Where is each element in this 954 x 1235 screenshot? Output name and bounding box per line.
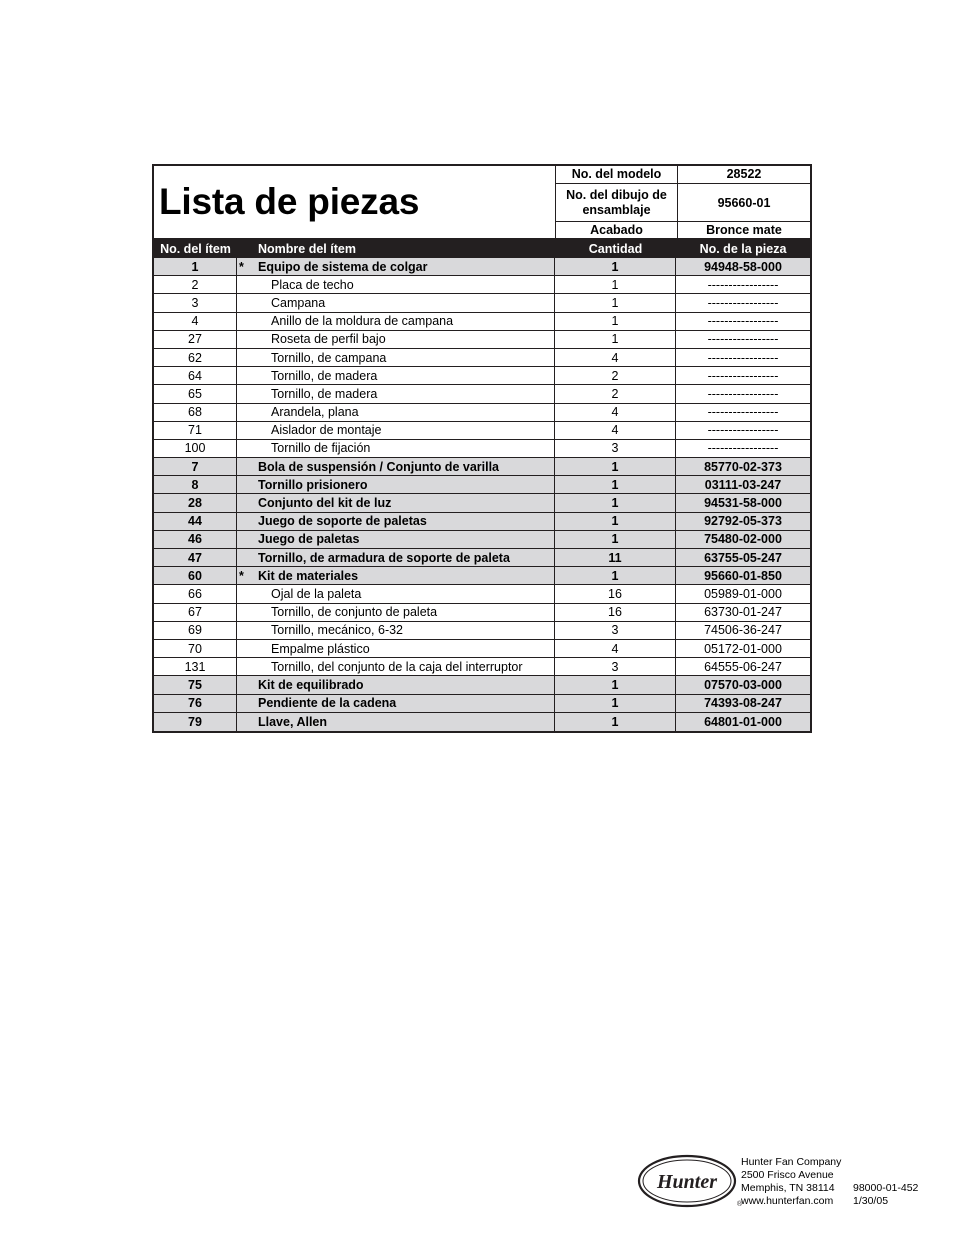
item-marker: * <box>239 259 244 274</box>
item-quantity: 1 <box>555 513 676 530</box>
table-row <box>154 676 810 694</box>
item-name: Arandela, plana <box>255 404 555 421</box>
model-number-label: No. del modelo <box>556 166 678 183</box>
item-quantity: 2 <box>555 385 676 402</box>
item-part-number: 64801-01-000 <box>704 714 782 729</box>
item-number: 44 <box>154 513 237 530</box>
item-quantity: 1 <box>555 567 676 584</box>
item-marker <box>237 294 255 311</box>
item-quantity: 1 <box>555 458 676 475</box>
item-number: 70 <box>154 640 237 657</box>
item-quantity: 1 <box>555 313 676 330</box>
item-part-number: ----------------- <box>707 441 779 456</box>
item-number: 1 <box>154 258 237 275</box>
item-number: 60 <box>154 567 237 584</box>
item-part-number: 95660-01-850 <box>704 568 782 583</box>
drawing-number-value: 95660-01 <box>717 195 771 210</box>
item-number: 65 <box>154 385 237 402</box>
table-row <box>154 567 810 585</box>
table-row <box>154 658 810 676</box>
item-name: Tornillo, de madera <box>255 385 555 402</box>
model-number-row <box>556 166 810 184</box>
item-marker <box>237 604 255 621</box>
item-marker <box>237 349 255 366</box>
item-quantity: 2 <box>555 367 676 384</box>
item-number: 100 <box>154 440 237 457</box>
company-city: Memphis, TN 38114 <box>741 1182 835 1194</box>
doc-date: 1/30/05 <box>853 1195 889 1207</box>
item-marker <box>237 531 255 548</box>
finish-label: Acabado <box>556 222 678 238</box>
item-name: Equipo de sistema de colgar <box>255 258 555 275</box>
table-header-block <box>154 166 810 240</box>
item-quantity: 1 <box>555 258 676 275</box>
item-number: 47 <box>154 549 237 566</box>
page-title: Lista de piezas <box>159 181 420 222</box>
item-marker <box>237 513 255 530</box>
drawing-number-label: No. del dibujo de ensamblaje <box>556 184 678 221</box>
item-marker <box>237 276 255 293</box>
item-marker <box>237 476 255 493</box>
item-name: Kit de equilibrado <box>255 676 555 693</box>
item-quantity: 1 <box>555 531 676 548</box>
item-name: Conjunto del kit de luz <box>255 494 555 511</box>
col-part-number: No. de la pieza <box>699 242 787 256</box>
item-part-number: 85770-02-373 <box>704 459 782 474</box>
company-address <box>741 1156 841 1208</box>
item-number: 46 <box>154 531 237 548</box>
item-marker <box>237 585 255 602</box>
item-number: 69 <box>154 622 237 639</box>
item-part-number: 05989-01-000 <box>704 586 782 601</box>
item-name: Bola de suspensión / Conjunto de varilla <box>255 458 555 475</box>
item-name: Tornillo de fijación <box>255 440 555 457</box>
col-quantity: Cantidad <box>588 242 643 256</box>
table-row <box>154 531 810 549</box>
table-row <box>154 640 810 658</box>
item-number: 3 <box>154 294 237 311</box>
item-marker: * <box>239 568 244 583</box>
item-marker <box>237 549 255 566</box>
table-row <box>154 695 810 713</box>
parts-rows <box>154 258 810 731</box>
item-part-number: ----------------- <box>707 277 779 292</box>
item-number: 2 <box>154 276 237 293</box>
company-website[interactable]: www.hunterfan.com <box>741 1195 834 1207</box>
item-part-number: 64555-06-247 <box>704 659 782 674</box>
item-part-number: 74393-08-247 <box>704 696 782 711</box>
table-row <box>154 276 810 294</box>
table-row <box>154 385 810 403</box>
item-name: Juego de paletas <box>255 531 555 548</box>
item-name: Llave, Allen <box>255 713 555 731</box>
item-part-number: 05172-01-000 <box>704 641 782 656</box>
item-name: Tornillo, de conjunto de paleta <box>255 604 555 621</box>
item-marker <box>237 494 255 511</box>
table-row <box>154 476 810 494</box>
table-row <box>154 494 810 512</box>
model-info-block <box>555 166 810 238</box>
logo-text: Hunter <box>656 1171 718 1193</box>
hunter-logo <box>637 1154 741 1210</box>
item-marker <box>237 622 255 639</box>
item-part-number: 63730-01-247 <box>704 605 782 620</box>
item-quantity: 1 <box>555 713 676 731</box>
item-name: Roseta de perfil bajo <box>255 331 555 348</box>
item-name: Tornillo prisionero <box>255 476 555 493</box>
item-part-number: ----------------- <box>707 405 779 420</box>
item-marker <box>237 658 255 675</box>
item-part-number: ----------------- <box>707 386 779 401</box>
item-number: 68 <box>154 404 237 421</box>
item-name: Tornillo, de campana <box>255 349 555 366</box>
item-marker <box>237 313 255 330</box>
table-row <box>154 440 810 458</box>
item-name: Tornillo, del conjunto de la caja del interruptor <box>255 658 555 675</box>
item-part-number: 92792-05-373 <box>704 514 782 529</box>
item-marker <box>237 367 255 384</box>
item-marker <box>237 713 255 731</box>
item-number: 75 <box>154 676 237 693</box>
item-number: 64 <box>154 367 237 384</box>
item-marker <box>237 331 255 348</box>
item-number: 8 <box>154 476 237 493</box>
finish-value: Bronce mate <box>706 223 782 238</box>
item-marker <box>237 458 255 475</box>
table-row <box>154 367 810 385</box>
item-marker <box>237 422 255 439</box>
item-part-number: ----------------- <box>707 350 779 365</box>
item-number: 27 <box>154 331 237 348</box>
item-quantity: 1 <box>555 331 676 348</box>
item-number: 131 <box>154 658 237 675</box>
table-row <box>154 422 810 440</box>
item-number: 71 <box>154 422 237 439</box>
item-number: 76 <box>154 695 237 712</box>
item-quantity: 1 <box>555 276 676 293</box>
item-part-number: 75480-02-000 <box>704 532 782 547</box>
item-quantity: 4 <box>555 640 676 657</box>
item-name: Tornillo, de madera <box>255 367 555 384</box>
table-row <box>154 313 810 331</box>
item-quantity: 4 <box>555 422 676 439</box>
item-name: Campana <box>255 294 555 311</box>
model-number-value: 28522 <box>726 167 762 182</box>
registered-mark: ® <box>737 1201 743 1208</box>
item-quantity: 11 <box>555 549 676 566</box>
item-name: Pendiente de la cadena <box>255 695 555 712</box>
item-quantity: 4 <box>555 349 676 366</box>
item-part-number: ----------------- <box>707 423 779 438</box>
item-part-number: ----------------- <box>707 332 779 347</box>
table-row <box>154 513 810 531</box>
item-name: Tornillo, de armadura de soporte de paleta <box>255 549 555 566</box>
column-header-row <box>154 240 810 258</box>
item-quantity: 3 <box>555 440 676 457</box>
item-quantity: 1 <box>555 476 676 493</box>
item-quantity: 16 <box>555 604 676 621</box>
item-part-number: ----------------- <box>707 295 779 310</box>
item-quantity: 3 <box>555 658 676 675</box>
item-part-number: ----------------- <box>707 368 779 383</box>
item-number: 79 <box>154 713 237 731</box>
item-name: Empalme plástico <box>255 640 555 657</box>
item-name: Tornillo, mecánico, 6-32 <box>255 622 555 639</box>
item-marker <box>237 440 255 457</box>
item-number: 28 <box>154 494 237 511</box>
item-number: 7 <box>154 458 237 475</box>
doc-number: 98000-01-452 <box>853 1182 919 1194</box>
drawing-number-row <box>556 184 810 222</box>
table-row <box>154 331 810 349</box>
table-row <box>154 549 810 567</box>
item-marker <box>237 385 255 402</box>
item-quantity: 4 <box>555 404 676 421</box>
table-row <box>154 622 810 640</box>
document-id <box>853 1182 918 1208</box>
item-name: Placa de techo <box>255 276 555 293</box>
item-number: 67 <box>154 604 237 621</box>
item-number: 62 <box>154 349 237 366</box>
item-part-number: 94948-58-000 <box>704 259 782 274</box>
finish-row <box>556 222 810 238</box>
col-item-name: Nombre del ítem <box>258 242 356 256</box>
item-name: Anillo de la moldura de campana <box>255 313 555 330</box>
footer <box>637 1154 937 1214</box>
item-quantity: 1 <box>555 494 676 511</box>
table-row <box>154 604 810 622</box>
table-row <box>154 585 810 603</box>
item-name: Aislador de montaje <box>255 422 555 439</box>
item-part-number: 03111-03-247 <box>704 477 782 492</box>
item-quantity: 1 <box>555 294 676 311</box>
item-part-number: 74506-36-247 <box>704 623 782 638</box>
item-name: Kit de materiales <box>255 567 555 584</box>
item-part-number: 07570-03-000 <box>704 677 782 692</box>
table-row <box>154 349 810 367</box>
table-row <box>154 294 810 312</box>
item-marker <box>237 640 255 657</box>
item-marker <box>237 676 255 693</box>
item-marker <box>237 404 255 421</box>
item-marker <box>237 695 255 712</box>
company-street: 2500 Frisco Avenue <box>741 1169 834 1181</box>
item-quantity: 1 <box>555 676 676 693</box>
company-name: Hunter Fan Company <box>741 1156 842 1168</box>
table-row <box>154 404 810 422</box>
col-item-number: No. del ítem <box>160 242 231 256</box>
item-number: 4 <box>154 313 237 330</box>
item-quantity: 1 <box>555 695 676 712</box>
table-row <box>154 258 810 276</box>
parts-list-table <box>152 164 812 733</box>
table-row <box>154 458 810 476</box>
item-name: Juego de soporte de paletas <box>255 513 555 530</box>
item-part-number: ----------------- <box>707 314 779 329</box>
item-quantity: 3 <box>555 622 676 639</box>
item-quantity: 16 <box>555 585 676 602</box>
item-part-number: 94531-58-000 <box>704 496 782 511</box>
table-row <box>154 713 810 731</box>
item-name: Ojal de la paleta <box>255 585 555 602</box>
item-part-number: 63755-05-247 <box>704 550 782 565</box>
item-number: 66 <box>154 585 237 602</box>
